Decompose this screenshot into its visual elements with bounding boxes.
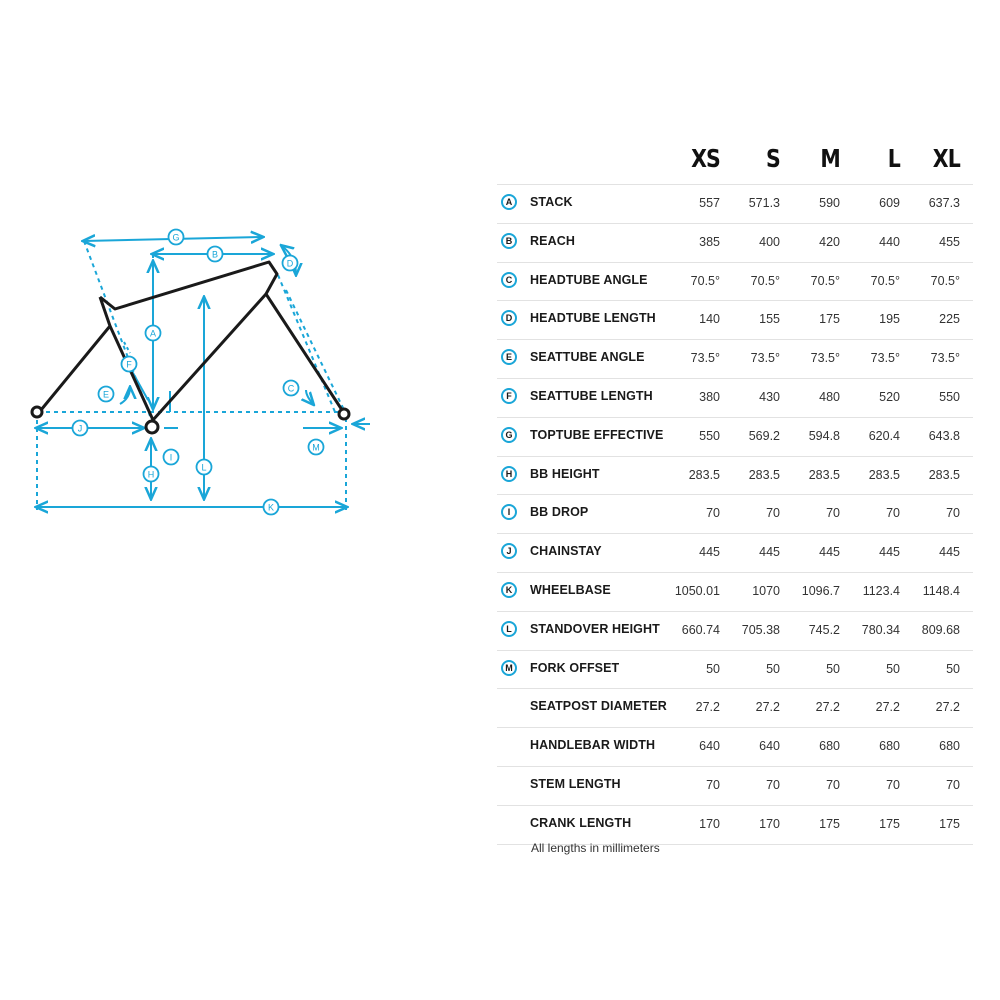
units-footnote: All lengths in millimeters xyxy=(531,841,660,855)
measurement-value: 27.2 xyxy=(875,700,900,715)
measurement-label: STACK xyxy=(530,195,573,209)
diagram-badge-label: K xyxy=(267,502,275,513)
measurement-value: 27.2 xyxy=(755,700,780,715)
measurement-label: SEATPOST DIAMETER xyxy=(530,699,667,714)
measurement-value: 70 xyxy=(766,506,780,521)
measurement-value: 175 xyxy=(879,816,900,831)
size-header-row xyxy=(497,140,973,184)
diagram-badge-label: H xyxy=(147,469,155,480)
measurement-value: 680 xyxy=(879,739,900,754)
measurement-label: CRANK LENGTH xyxy=(530,815,632,830)
measurement-value: 385 xyxy=(699,234,720,249)
measurement-value: 445 xyxy=(939,545,960,560)
measurement-label: HEADTUBE LENGTH xyxy=(530,311,656,326)
measurement-value: 780.34 xyxy=(861,622,900,637)
measurement-value: 455 xyxy=(939,234,960,249)
measurement-value: 745.2 xyxy=(808,622,840,637)
measurement-badge: D xyxy=(501,310,517,326)
measurement-value: 1148.4 xyxy=(922,583,960,598)
measurement-value: 50 xyxy=(706,661,720,676)
measurement-badge: A xyxy=(501,194,517,210)
measurement-value: 70 xyxy=(886,506,900,521)
measurement-value: 445 xyxy=(699,545,720,560)
measurement-value: 380 xyxy=(699,389,720,404)
measurement-value: 809.68 xyxy=(921,622,960,637)
measurement-value: 70.5° xyxy=(750,273,780,288)
measurement-value: 640 xyxy=(759,739,780,754)
measurement-value: 70 xyxy=(826,777,840,792)
measurement-badge: B xyxy=(501,233,517,249)
measurement-label: TOPTUBE EFFECTIVE xyxy=(530,427,664,442)
measurement-label: STANDOVER HEIGHT xyxy=(530,621,660,636)
measurement-value: 73.5° xyxy=(690,351,720,366)
diagram-badge-label: D xyxy=(286,258,294,269)
measurement-value: 140 xyxy=(699,312,720,327)
measurement-value: 480 xyxy=(819,389,840,404)
measurement-value: 640 xyxy=(699,739,720,754)
geometry-row xyxy=(497,611,973,650)
measurement-value: 225 xyxy=(939,312,960,327)
measurement-value: 283.5 xyxy=(748,467,780,482)
measurement-value: 70 xyxy=(706,777,720,792)
measurement-value: 70.5° xyxy=(930,273,960,288)
diagram-badge-label: B xyxy=(211,249,219,260)
measurement-label: WHEELBASE xyxy=(530,582,611,597)
measurement-value: 170 xyxy=(699,816,720,831)
diagram-badge-label: M xyxy=(312,442,320,453)
measurement-value: 50 xyxy=(826,661,840,676)
measurement-value: 1096.7 xyxy=(801,583,840,598)
measurement-value: 50 xyxy=(886,661,900,676)
measurement-value: 70 xyxy=(706,506,720,521)
measurement-value: 283.5 xyxy=(928,467,960,482)
size-header-xs: XS xyxy=(691,144,720,173)
measurement-value: 70.5° xyxy=(690,273,720,288)
measurement-value: 445 xyxy=(879,545,900,560)
measurement-value: 609 xyxy=(879,196,900,210)
geometry-row xyxy=(497,650,973,689)
measurement-value: 283.5 xyxy=(688,467,720,482)
measurement-value: 175 xyxy=(819,816,840,831)
measurement-label: BB HEIGHT xyxy=(530,466,600,481)
measurement-label: REACH xyxy=(530,233,575,248)
measurement-value: 590 xyxy=(819,196,840,210)
geometry-row xyxy=(497,184,973,223)
measurement-value: 557 xyxy=(699,196,720,210)
geometry-row xyxy=(497,727,973,766)
measurement-value: 155 xyxy=(759,312,780,327)
measurement-value: 400 xyxy=(759,234,780,249)
measurement-value: 705.38 xyxy=(741,622,780,637)
measurement-value: 50 xyxy=(946,661,960,676)
measurement-value: 420 xyxy=(819,234,840,249)
measurement-value: 445 xyxy=(759,545,780,560)
measurement-value: 73.5° xyxy=(750,351,780,366)
measurement-badge: J xyxy=(501,543,517,559)
size-header-l: L xyxy=(887,144,900,173)
size-header-s: S xyxy=(766,144,780,173)
measurement-value: 73.5° xyxy=(870,351,900,366)
measurement-value: 680 xyxy=(819,739,840,754)
measurement-value: 550 xyxy=(939,389,960,404)
measurement-badge: C xyxy=(501,272,517,288)
diagram-badge-label: C xyxy=(287,383,295,394)
measurement-value: 680 xyxy=(939,739,960,754)
geometry-row xyxy=(497,456,973,495)
measurement-badge: E xyxy=(501,349,517,365)
measurement-value: 27.2 xyxy=(935,700,960,715)
measurement-value: 27.2 xyxy=(695,700,720,715)
measurement-label: HEADTUBE ANGLE xyxy=(530,272,648,287)
geometry-row xyxy=(497,378,973,417)
geometry-row xyxy=(497,805,973,845)
measurement-value: 70.5° xyxy=(810,273,840,288)
geometry-row xyxy=(497,339,973,378)
geometry-row xyxy=(497,766,973,805)
measurement-label: SEATTUBE ANGLE xyxy=(530,350,645,365)
measurement-value: 1050.01 xyxy=(674,583,720,598)
diagram-badge-label: A xyxy=(149,328,157,339)
measurement-value: 73.5° xyxy=(810,351,840,366)
measurement-label: STEM LENGTH xyxy=(530,776,621,791)
diagram-badge-label: G xyxy=(172,232,180,243)
measurement-label: BB DROP xyxy=(530,505,589,520)
diagram-badge-label: J xyxy=(77,423,83,434)
measurement-value: 70 xyxy=(826,506,840,521)
measurement-value: 175 xyxy=(939,816,960,831)
measurement-value: 637.3 xyxy=(928,196,960,210)
measurement-value: 520 xyxy=(879,389,900,404)
measurement-value: 283.5 xyxy=(868,467,900,482)
measurement-value: 569.2 xyxy=(748,428,780,443)
measurement-value: 643.8 xyxy=(928,428,960,443)
measurement-value: 440 xyxy=(879,234,900,249)
measurement-value: 27.2 xyxy=(815,700,840,715)
measurement-value: 283.5 xyxy=(808,467,840,482)
measurement-value: 550 xyxy=(699,428,720,443)
measurement-value: 70 xyxy=(886,777,900,792)
measurement-value: 50 xyxy=(766,661,780,676)
measurement-value: 70.5° xyxy=(870,273,900,288)
measurement-value: 70 xyxy=(946,506,960,521)
measurement-badge: H xyxy=(501,466,517,482)
diagram-badge-label: E xyxy=(102,389,110,400)
measurement-label: CHAINSTAY xyxy=(530,544,602,559)
measurement-value: 1123.4 xyxy=(862,583,900,598)
measurement-value: 73.5° xyxy=(930,351,960,366)
measurement-badge: G xyxy=(501,427,517,443)
measurement-value: 620.4 xyxy=(868,428,900,443)
geometry-row xyxy=(497,223,973,262)
measurement-value: 594.8 xyxy=(808,428,840,443)
measurement-label: SEATTUBE LENGTH xyxy=(530,388,653,403)
size-header-xl: XL xyxy=(932,144,960,173)
measurement-value: 430 xyxy=(759,389,780,404)
measurement-label: FORK OFFSET xyxy=(530,660,620,675)
geometry-row xyxy=(497,494,973,533)
measurement-label: HANDLEBAR WIDTH xyxy=(530,738,656,753)
diagram-badge-label: F xyxy=(126,359,132,370)
measurement-badge: M xyxy=(501,660,517,676)
geometry-table xyxy=(497,140,973,845)
measurement-badge: L xyxy=(501,621,517,637)
geometry-row xyxy=(497,262,973,301)
frame-geometry-diagram xyxy=(0,0,500,600)
geometry-row xyxy=(497,533,973,572)
measurement-value: 660.74 xyxy=(681,622,720,637)
geometry-row xyxy=(497,572,973,611)
measurement-value: 175 xyxy=(819,312,840,327)
measurement-value: 445 xyxy=(819,545,840,560)
geometry-row xyxy=(497,300,973,339)
measurement-value: 170 xyxy=(759,816,780,831)
measurement-value: 70 xyxy=(946,777,960,792)
measurement-badge: I xyxy=(501,504,517,520)
measurement-value: 1070 xyxy=(752,583,780,598)
measurement-value: 195 xyxy=(879,312,900,327)
measurement-value: 70 xyxy=(766,777,780,792)
diagram-badge-label: L xyxy=(201,462,207,473)
diagram-badge-label: I xyxy=(169,452,173,463)
size-header-m: M xyxy=(820,144,840,173)
measurement-badge: F xyxy=(501,388,517,404)
geometry-row xyxy=(497,688,973,727)
measurement-value: 571.3 xyxy=(748,196,780,210)
measurement-badge: K xyxy=(501,582,517,598)
geometry-row xyxy=(497,417,973,456)
